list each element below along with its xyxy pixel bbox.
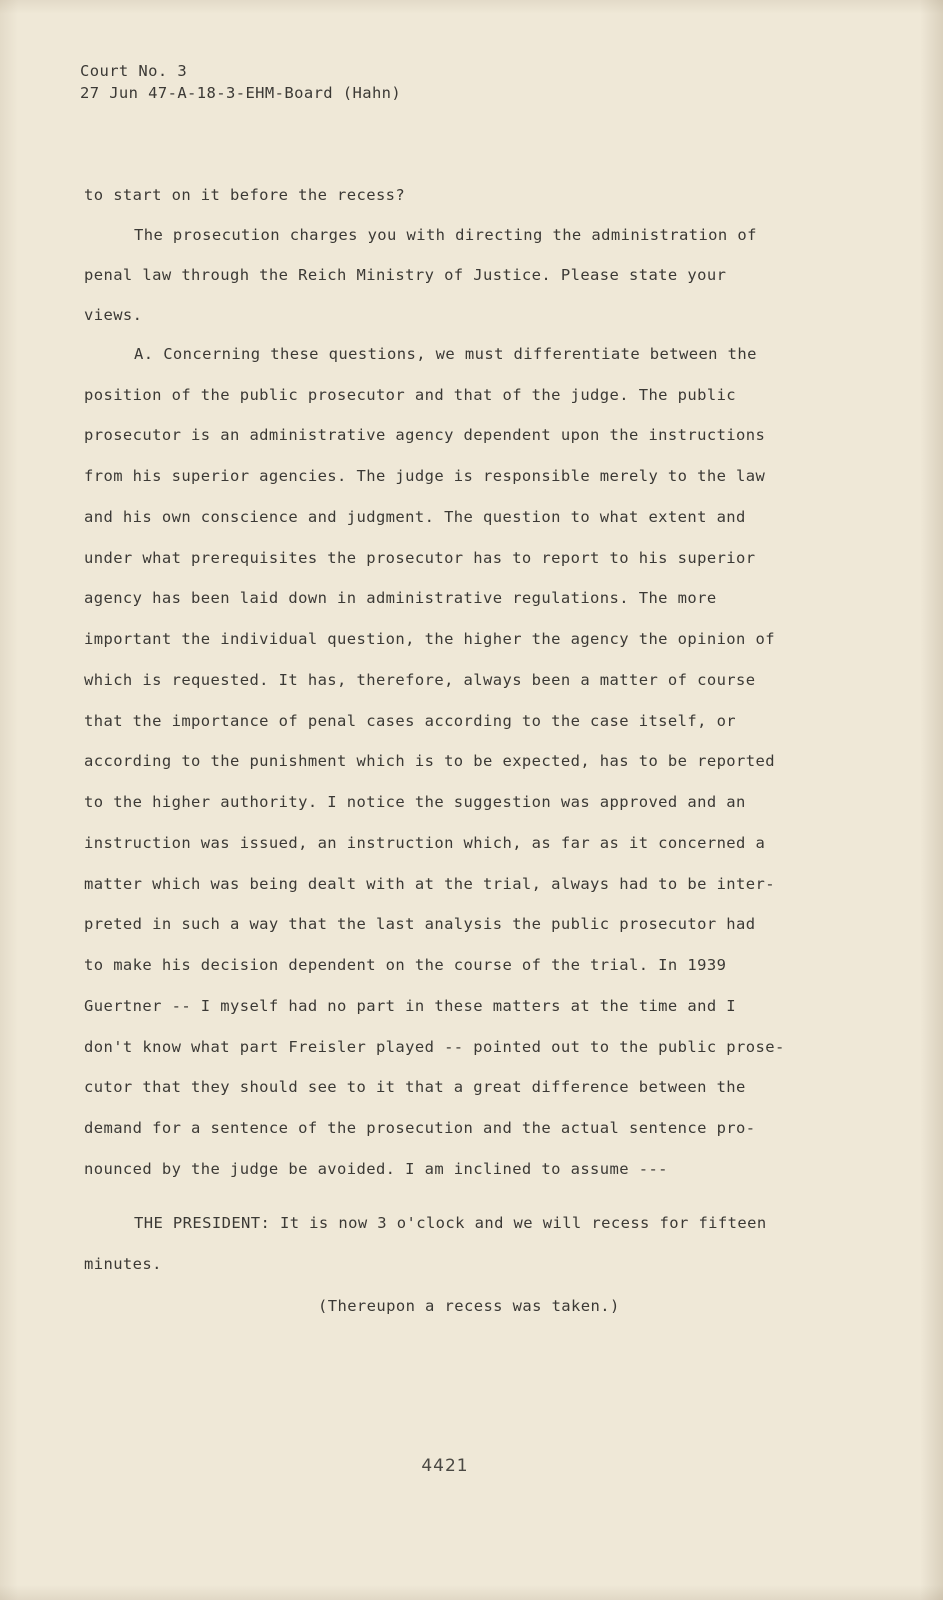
text-line: that the importance of penal cases according to the case itself, or [84, 712, 737, 730]
text-line: instruction was issued, an instruction which, as far as it concerned a [84, 834, 766, 852]
text-line: to start on it before the recess? [84, 186, 406, 204]
text-line: A. Concerning these questions, we must differentiate between the [134, 345, 757, 363]
text-line: views. [84, 306, 143, 324]
text-line: preted in such a way that the last analysis the public prosecutor had [84, 915, 756, 933]
text-line: penal law through the Reich Ministry of Justice. Please state your [84, 266, 727, 284]
text-line: demand for a sentence of the prosecution and the actual sentence pro- [84, 1119, 756, 1137]
text-line: from his superior agencies. The judge is responsible merely to the law [84, 467, 766, 485]
text-line: to make his decision dependent on the course of the trial. In 1939 [84, 956, 727, 974]
page-number: 4421 [421, 1456, 469, 1476]
text-line: cutor that they should see to it that a great difference between the [84, 1078, 746, 1096]
court-number: Court No. 3 [80, 62, 188, 80]
text-line: nounced by the judge be avoided. I am inclined to assume --- [84, 1160, 668, 1178]
text-line: according to the punishment which is to be expected, has to be reported [84, 752, 775, 770]
transcript-reference: 27 Jun 47-A-18-3-EHM-Board (Hahn) [80, 84, 402, 102]
text-line: position of the public prosecutor and that of the judge. The public [84, 386, 737, 404]
text-line: which is requested. It has, therefore, always been a matter of course [84, 671, 756, 689]
text-line: important the individual question, the higher the agency the opinion of [84, 630, 775, 648]
text-line: under what prerequisites the prosecutor has to report to his superior [84, 549, 756, 567]
recess-note: (Thereupon a recess was taken.) [318, 1297, 620, 1315]
text-line: Guertner -- I myself had no part in these matters at the time and I [84, 997, 737, 1015]
text-line: THE PRESIDENT: It is now 3 o'clock and we will recess for fifteen [134, 1214, 767, 1232]
text-line: The prosecution charges you with directing the administration of [134, 226, 757, 244]
text-line: agency has been laid down in administrative regulations. The more [84, 589, 717, 607]
text-line: and his own conscience and judgment. The question to what extent and [84, 508, 746, 526]
text-line: minutes. [84, 1255, 162, 1273]
text-line: prosecutor is an administrative agency dependent upon the instructions [84, 426, 766, 444]
text-line: don't know what part Freisler played -- pointed out to the public prose- [84, 1038, 785, 1056]
text-line: matter which was being dealt with at the trial, always had to be inter- [84, 875, 775, 893]
text-line: to the higher authority. I notice the suggestion was approved and an [84, 793, 746, 811]
